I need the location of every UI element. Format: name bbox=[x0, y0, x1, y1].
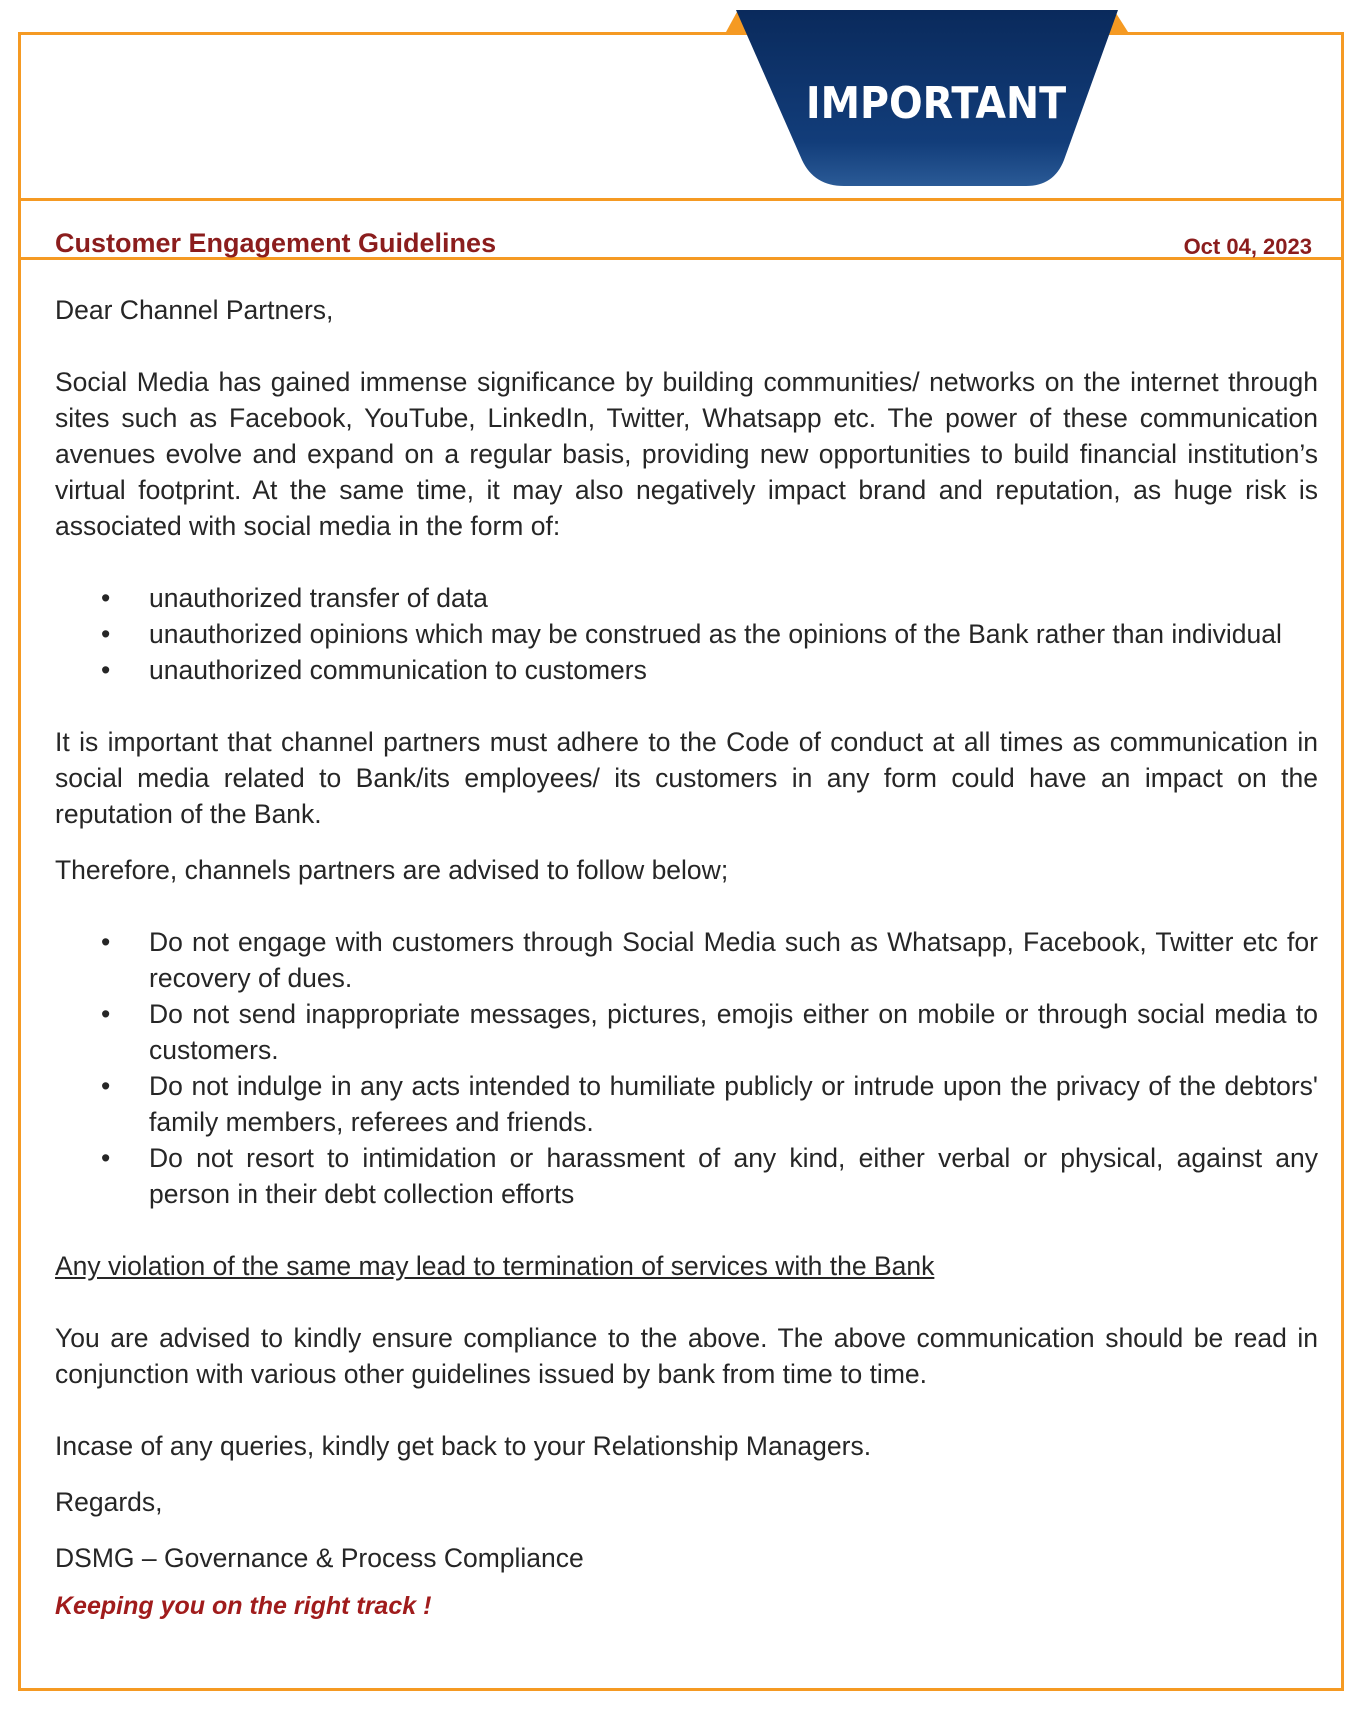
bullet-icon: • bbox=[101, 927, 111, 957]
rules-list bbox=[55, 924, 1318, 1212]
list-item: • unauthorized transfer of data bbox=[55, 580, 1318, 616]
bullet-icon: • bbox=[101, 999, 111, 1029]
bullet-icon: • bbox=[101, 583, 111, 613]
advice-intro: Therefore, channels partners are advised to follow below; bbox=[55, 855, 729, 885]
risk-list bbox=[55, 580, 1318, 688]
list-item: • Do not send inappropriate messages, pictures, emojis either on mobile or through social media to customers. bbox=[55, 996, 1318, 1068]
signature: DSMG – Governance & Process Compliance bbox=[55, 1543, 584, 1573]
list-item: • unauthorized communication to customers bbox=[55, 652, 1318, 688]
notice-date: Oct 04, 2023 bbox=[1183, 234, 1312, 259]
important-banner bbox=[726, 10, 1146, 192]
notice-subject: Customer Engagement Guidelines bbox=[55, 228, 497, 258]
banner-title: IMPORTANT bbox=[805, 78, 1067, 129]
queries-paragraph: Incase of any queries, kindly get back to your Relationship Managers. bbox=[55, 1431, 872, 1461]
importance-paragraph: It is important that channel partners must adhere to the Code of conduct at all times as communication in social media related to Bank/its employees/ its customers in any form could have an impact on the reputation of the Bank. bbox=[55, 727, 1318, 829]
bullet-icon: • bbox=[101, 1143, 111, 1173]
notice-body bbox=[55, 292, 1318, 1624]
bullet-icon: • bbox=[101, 619, 111, 649]
regards: Regards, bbox=[55, 1487, 163, 1517]
bullet-icon: • bbox=[101, 1071, 111, 1101]
compliance-paragraph: You are advised to kindly ensure compliance to the above. The above communication should be read in conjunction with various other guidelines issued by bank from time to time. bbox=[55, 1323, 1318, 1389]
header-divider-top bbox=[21, 198, 1341, 201]
list-item: • Do not resort to intimidation or harassment of any kind, either verbal or physical, against any person in their debt collection efforts bbox=[55, 1140, 1318, 1212]
tagline: Keeping you on the right track ! bbox=[55, 1592, 432, 1620]
intro-paragraph: Social Media has gained immense significance by building communities/ networks on the internet through sites such as Facebook, YouTube, LinkedIn, Twitter, Whatsapp etc. The power of these communication avenues evolve and expand on a regular basis, providing new opportunities to build financial institution’s virtual footprint. At the same time, it may also negatively impact brand and reputation, as huge risk is associated with social media in the form of: bbox=[55, 367, 1318, 541]
salutation: Dear Channel Partners, bbox=[55, 295, 334, 325]
list-item: • Do not indulge in any acts intended to humiliate publicly or intrude upon the privacy of the debtors' family members, referees and friends. bbox=[55, 1068, 1318, 1140]
bullet-icon: • bbox=[101, 655, 111, 685]
list-item: • Do not engage with customers through Social Media such as Whatsapp, Facebook, Twitter etc for recovery of dues. bbox=[55, 924, 1318, 996]
violation-warning: Any violation of the same may lead to termination of services with the Bank bbox=[55, 1251, 935, 1281]
list-item: • unauthorized opinions which may be construed as the opinions of the Bank rather than individual bbox=[55, 616, 1318, 652]
